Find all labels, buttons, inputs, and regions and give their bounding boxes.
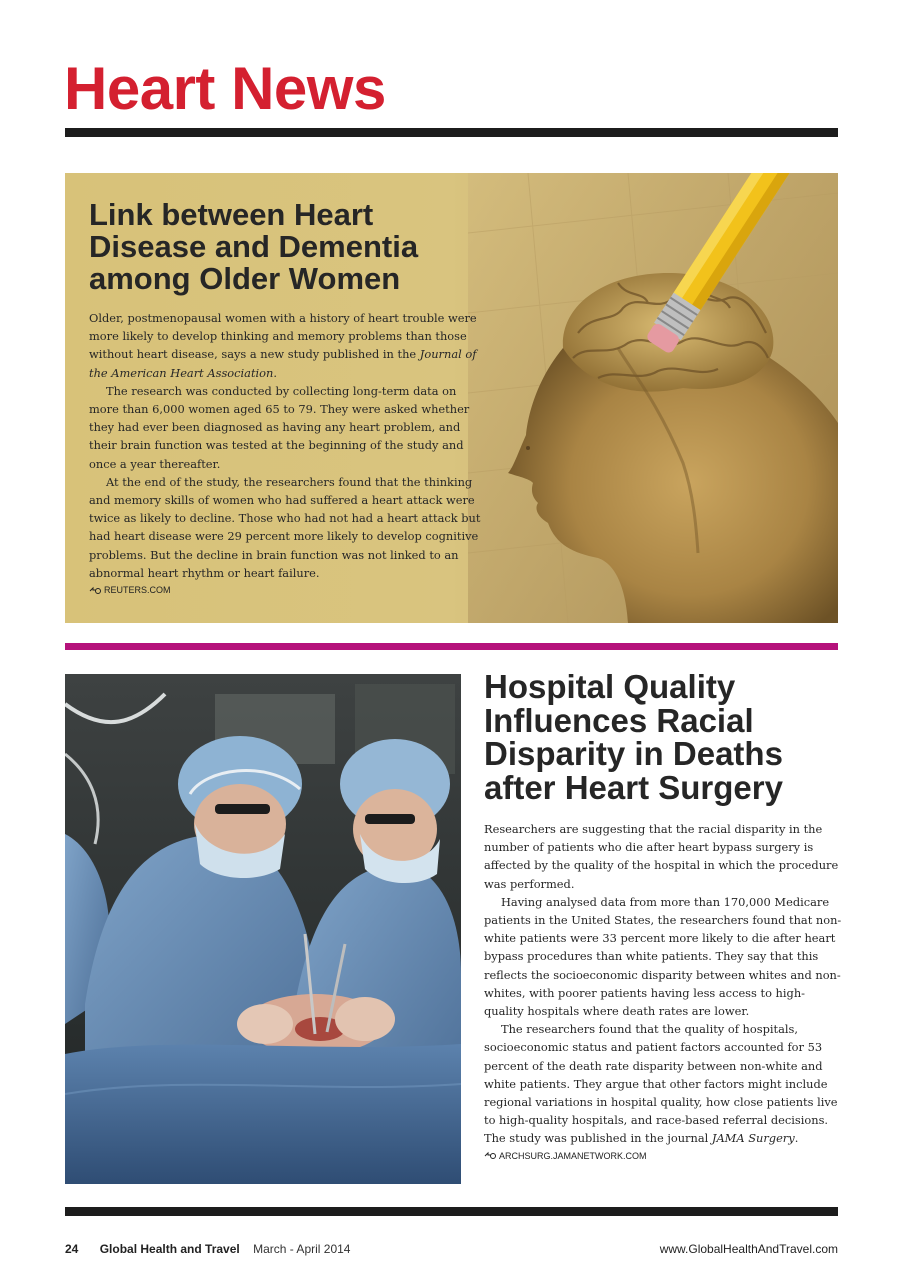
paragraph-text: The researchers found that the quality of hospitals, socioeconomic status and patient factors accounted for 53 percent of the death rate disparity between non-white and white patients. They argue that other factors might include regional variations in hospital quality, how close patients live to high-quality hospitals, and race-based referral decisions. The study was published in the journal xyxy=(484,1022,838,1146)
title-line: Disparity in Deaths xyxy=(484,735,783,772)
title-line: Hospital Quality xyxy=(484,668,736,705)
article-dementia-body xyxy=(89,309,484,582)
paragraph-text: Older, postmenopausal women with a history of heart trouble were more likely to develop thinking and memory problems than those without heart disease, says a new study published in the xyxy=(89,311,477,362)
journal-name: Journal of the American Heart Association xyxy=(89,347,477,380)
article-hospital-title xyxy=(484,670,842,804)
issue-date: March - April 2014 xyxy=(253,1242,351,1256)
link-pointer-icon xyxy=(89,586,101,595)
paragraph: The research was conducted by collecting long-term data on more than 6,000 women aged 65 to 79. They were asked whether they had ever been diagnosed as having any heart problem, and their brain function was tested at the beginning of the study and once a year thereafter. xyxy=(89,383,470,471)
page-number: 24 xyxy=(65,1242,79,1256)
section-title: Heart News xyxy=(64,55,386,122)
source-credit xyxy=(484,1151,842,1161)
source-credit xyxy=(89,585,484,595)
title-line: Disease and Dementia xyxy=(89,229,419,264)
brain-head-illustration xyxy=(468,173,838,623)
surgery-photo xyxy=(65,674,461,1184)
paragraph xyxy=(89,309,484,382)
paragraph-end: . xyxy=(273,365,277,380)
page-footer xyxy=(65,1242,838,1256)
magazine-name: Global Health and Travel xyxy=(99,1242,240,1256)
section-divider xyxy=(65,643,838,650)
paragraph: At the end of the study, the researchers found that the thinking and memory skills of women who had suffered a heart attack were twice as likely to decline. Those who had not had a heart attack but had heart disease were 29 percent more likely to develop cognitive problems. But the decline in brain function was not linked to an abnormal heart rhythm or heart failure. xyxy=(89,474,481,580)
title-line: Link between Heart xyxy=(89,197,374,232)
top-rule xyxy=(65,128,838,137)
website-link[interactable]: www.GlobalHealthAndTravel.com xyxy=(659,1242,838,1256)
article-dementia-title xyxy=(89,199,484,295)
title-line: Influences Racial xyxy=(484,701,754,739)
link-pointer-icon xyxy=(484,1151,496,1160)
paragraph-end: . xyxy=(794,1131,799,1146)
journal-name: JAMA Surgery xyxy=(711,1131,795,1146)
article-dementia-text xyxy=(89,199,484,595)
title-line: among Older Women xyxy=(89,261,401,296)
article-hospital-body xyxy=(484,820,842,1148)
bottom-rule xyxy=(65,1207,838,1216)
paragraph xyxy=(484,1020,842,1147)
article-hospital-quality xyxy=(484,670,842,1161)
paragraph: Researchers are suggesting that the racial disparity in the number of patients who die after heart bypass surgery is affected by the quality of the hospital in which the procedure was performed. xyxy=(484,822,839,891)
title-line: after Heart Surgery xyxy=(484,768,783,806)
source-link[interactable]: REUTERS.COM xyxy=(104,585,171,596)
paragraph: Having analysed data from more than 170,000 Medicare patients in the United States, the researchers found that non-white patients were 33 percent more likely to die after heart bypass procedures than white patients. They say that this reflects the socioeconomic disparity between whites and non-whites, with poorer patients having less access to high-quality hospitals where death rates are lower. xyxy=(484,894,842,1019)
article-dementia xyxy=(65,173,838,623)
source-link[interactable]: ARCHSURG.JAMANETWORK.COM xyxy=(499,1150,647,1161)
